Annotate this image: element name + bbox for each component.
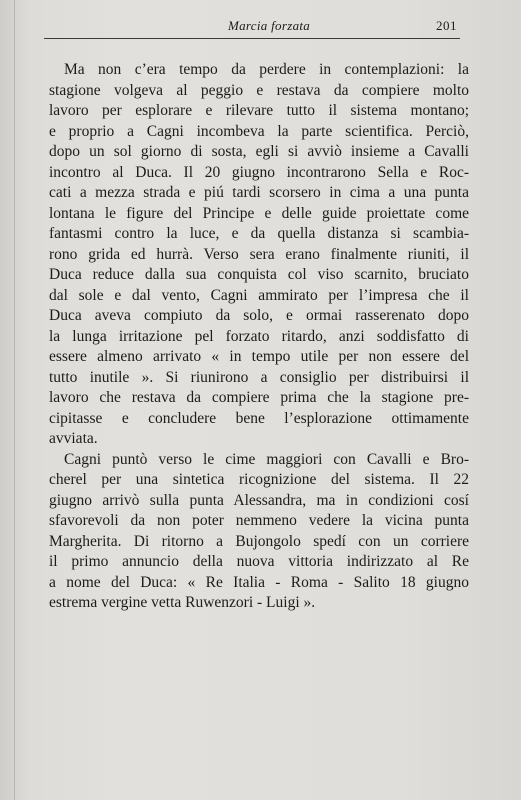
- text-line: fantasmi contro la luce, e da quella distanza si scambia-: [49, 225, 469, 242]
- paragraph-2: [49, 450, 469, 614]
- text-line: incontro al Duca. Il 20 giugno incontrarono Sella e Roc-: [49, 163, 469, 181]
- text-line: dopo un sol giorno di sosta, egli si avviò insieme a Cavalli: [49, 143, 469, 160]
- header-rule: [44, 38, 460, 39]
- gutter-edge: [14, 0, 15, 800]
- text-line: giugno arrivò sulla punta Alessandra, ma in condizioni cosí: [49, 491, 469, 509]
- text-line: lontana le figure del Principe e delle guide proiettate come: [49, 204, 469, 222]
- text-line: essere almeno arrivato « in tempo utile per non essere del: [49, 348, 469, 365]
- text-line: a nome del Duca: « Re Italia - Roma - Salito 18 giugno: [49, 573, 469, 591]
- page-number: 201: [436, 18, 457, 33]
- text-line: lavoro per esplorare e rilevare tutto il sistema montano;: [49, 102, 469, 119]
- text-line: la lunga irritazione pel forzato ritardo, anzi soddisfatto di: [49, 327, 469, 345]
- text-line: cipitasse e concludere bene l’esplorazione ottimamente: [49, 409, 469, 427]
- text-line: Cagni puntò verso le cime maggiori con Cavalli e Bro-: [64, 450, 469, 468]
- text-line: rono grida ed hurrà. Verso sera erano finalmente riuniti, il: [49, 245, 469, 263]
- text-line: Duca reduce dalla sua conquista col viso scarnito, bruciato: [49, 266, 469, 283]
- running-title: Marcia forzata: [228, 18, 311, 33]
- text-line: cherel per una sintetica ricognizione del sistema. Il 22: [49, 471, 469, 488]
- text-line: lavoro che restava da compiere prima che la stagione pre-: [49, 389, 469, 406]
- text-line: estrema vergine vetta Ruwenzori - Luigi ».: [49, 594, 316, 611]
- text-line: cati a mezza strada e piú tardi scorsero in cima a una punta: [49, 184, 469, 201]
- text-line: Margherita. Di ritorno a Bujongolo spedí con un corriere: [49, 532, 469, 550]
- text-line: sfavorevoli da non poter nemmeno vedere la vicina punta: [49, 512, 469, 529]
- text-line: e proprio a Cagni incombeva la parte scientifica. Perciò,: [49, 122, 469, 140]
- text-line: tutto inutile ». Si riunirono a consiglio per distribuirsi il: [49, 368, 469, 386]
- text-line: avviata.: [49, 430, 98, 447]
- text-line: il primo annuncio della nuova vittoria indirizzato al Re: [49, 553, 469, 570]
- text-line: stagione volgeva al peggio e restava da compiere molto: [49, 81, 469, 99]
- text-line: dal sole e dal vento, Cagni ammirato per l’impresa che il: [49, 286, 469, 304]
- body-text: [49, 60, 469, 614]
- running-head: [0, 14, 521, 34]
- text-line: Ma non c’era tempo da perdere in contemplazioni: la: [64, 61, 469, 78]
- paragraph-1: [49, 60, 469, 450]
- text-line: Duca aveva compiuto da solo, e ormai rasserenato dopo: [49, 307, 469, 324]
